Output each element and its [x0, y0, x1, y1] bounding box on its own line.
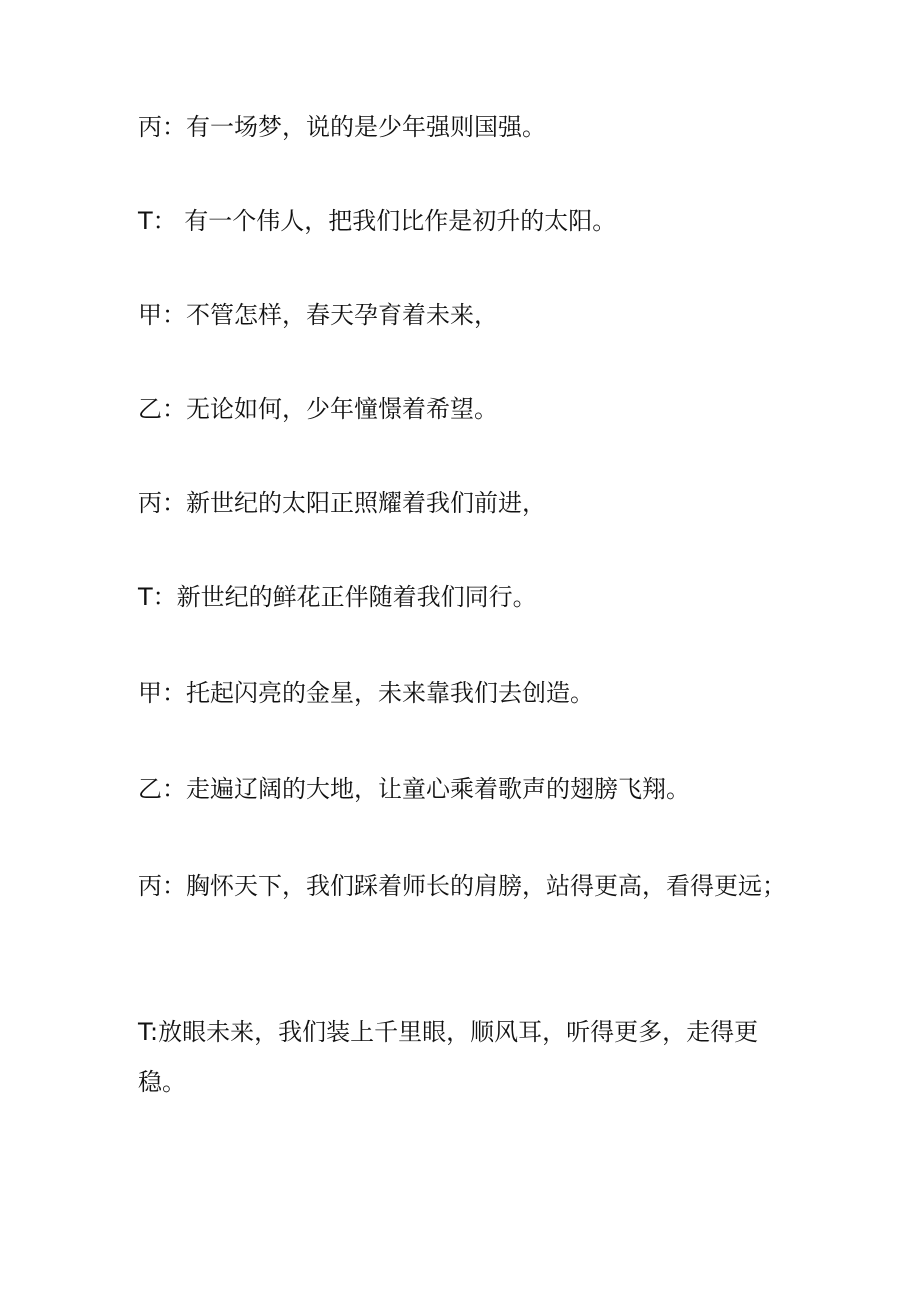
script-line: 乙：走遍辽阔的大地，让童心乘着歌声的翅膀飞翔。: [138, 775, 690, 803]
script-line: 乙：无论如何，少年憧憬着希望。: [138, 395, 498, 423]
script-line: 丙：胸怀天下，我们踩着师长的肩膀，站得更高，看得更远；: [138, 872, 786, 900]
script-line: 丙：有一场梦，说的是少年强则国强。: [138, 113, 546, 141]
script-line: T： 有一个伟人，把我们比作是初升的太阳。: [138, 207, 617, 235]
script-line: 甲：托起闪亮的金星，未来靠我们去创造。: [138, 679, 594, 707]
script-line: T:放眼未来，我们装上千里眼，顺风耳，听得更多，走得更稳。: [138, 1018, 759, 1096]
script-line: 丙：新世纪的太阳正照耀着我们前进，: [138, 489, 546, 517]
script-line: 甲：不管怎样，春天孕育着未来，: [138, 301, 498, 329]
script-line: T：新世纪的鲜花正伴随着我们同行。: [138, 583, 537, 611]
